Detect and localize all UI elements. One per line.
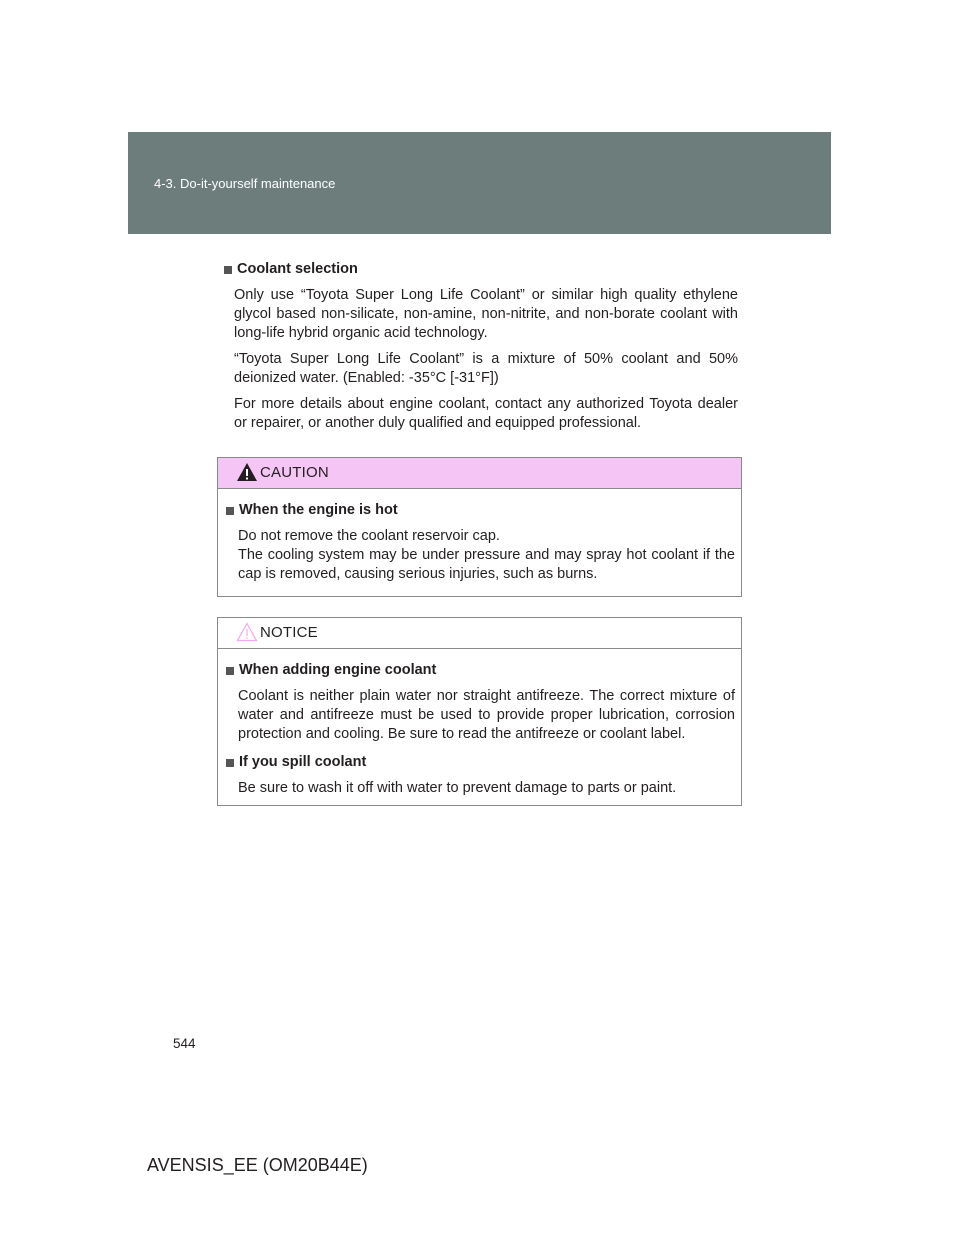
notice-item-1-heading [224, 661, 735, 680]
caution-item-heading [224, 501, 735, 520]
coolant-selection-heading-text: Coolant selection [237, 261, 358, 277]
notice-item-1-heading-text: When adding engine coolant [239, 662, 437, 678]
chapter-header-band [128, 132, 831, 234]
caution-box-header [218, 458, 741, 489]
caution-box-body [218, 489, 741, 596]
notice-box-body [218, 649, 741, 810]
bullet-square-icon [226, 507, 234, 515]
caution-item-text [238, 527, 735, 584]
document-code: AVENSIS_EE (OM20B44E) [147, 1155, 368, 1175]
caution-item-line-2: The cooling system may be under pressure and may spray hot coolant if the cap is removed, causing serious injuries, such as burns. [238, 547, 735, 582]
coolant-selection-heading [222, 260, 738, 279]
notice-title: NOTICE [260, 624, 318, 641]
chapter-section-title: 4-3. Do-it-yourself maintenance [154, 176, 336, 191]
notice-item-2-heading [224, 753, 735, 772]
coolant-paragraph-3: For more details about engine coolant, contact any authorized Toyota dealer or repairer, or another duly qualified and equipped professional. [234, 396, 738, 431]
coolant-paragraph-1: Only use “Toyota Super Long Life Coolant” or similar high quality ethylene glycol based non-silicate, non-amine, non-nitrite, and non-borate coolant with long-life hybrid organic acid technology. [234, 287, 738, 341]
bullet-square-icon [226, 759, 234, 767]
notice-box [217, 617, 742, 806]
caution-title: CAUTION [260, 464, 329, 481]
caution-item-line-1: Do not remove the coolant reservoir cap. [238, 528, 500, 544]
caution-item-heading-text: When the engine is hot [239, 502, 398, 518]
bullet-square-icon [224, 266, 232, 274]
caution-box [217, 457, 742, 597]
bullet-square-icon [226, 667, 234, 675]
coolant-paragraph-2: “Toyota Super Long Life Coolant” is a mixture of 50% coolant and 50% deionized water. (Enabled: -35°C [-31°F]) [234, 351, 738, 386]
warning-triangle-filled-icon [236, 462, 258, 482]
notice-item-2-text: Be sure to wash it off with water to prevent damage to parts or paint. [238, 780, 677, 796]
page-number: 544 [173, 1036, 196, 1051]
notice-item-1-text: Coolant is neither plain water nor straight antifreeze. The correct mixture of water and antifreeze must be used to provide proper lubrication, corrosion protection and cooling. Be sure to read the antifreeze or coolant label. [238, 688, 735, 742]
notice-item-2-heading-text: If you spill coolant [239, 754, 367, 770]
notice-box-header [218, 618, 741, 649]
coolant-selection-section [222, 260, 738, 440]
warning-triangle-outline-icon [236, 622, 258, 642]
